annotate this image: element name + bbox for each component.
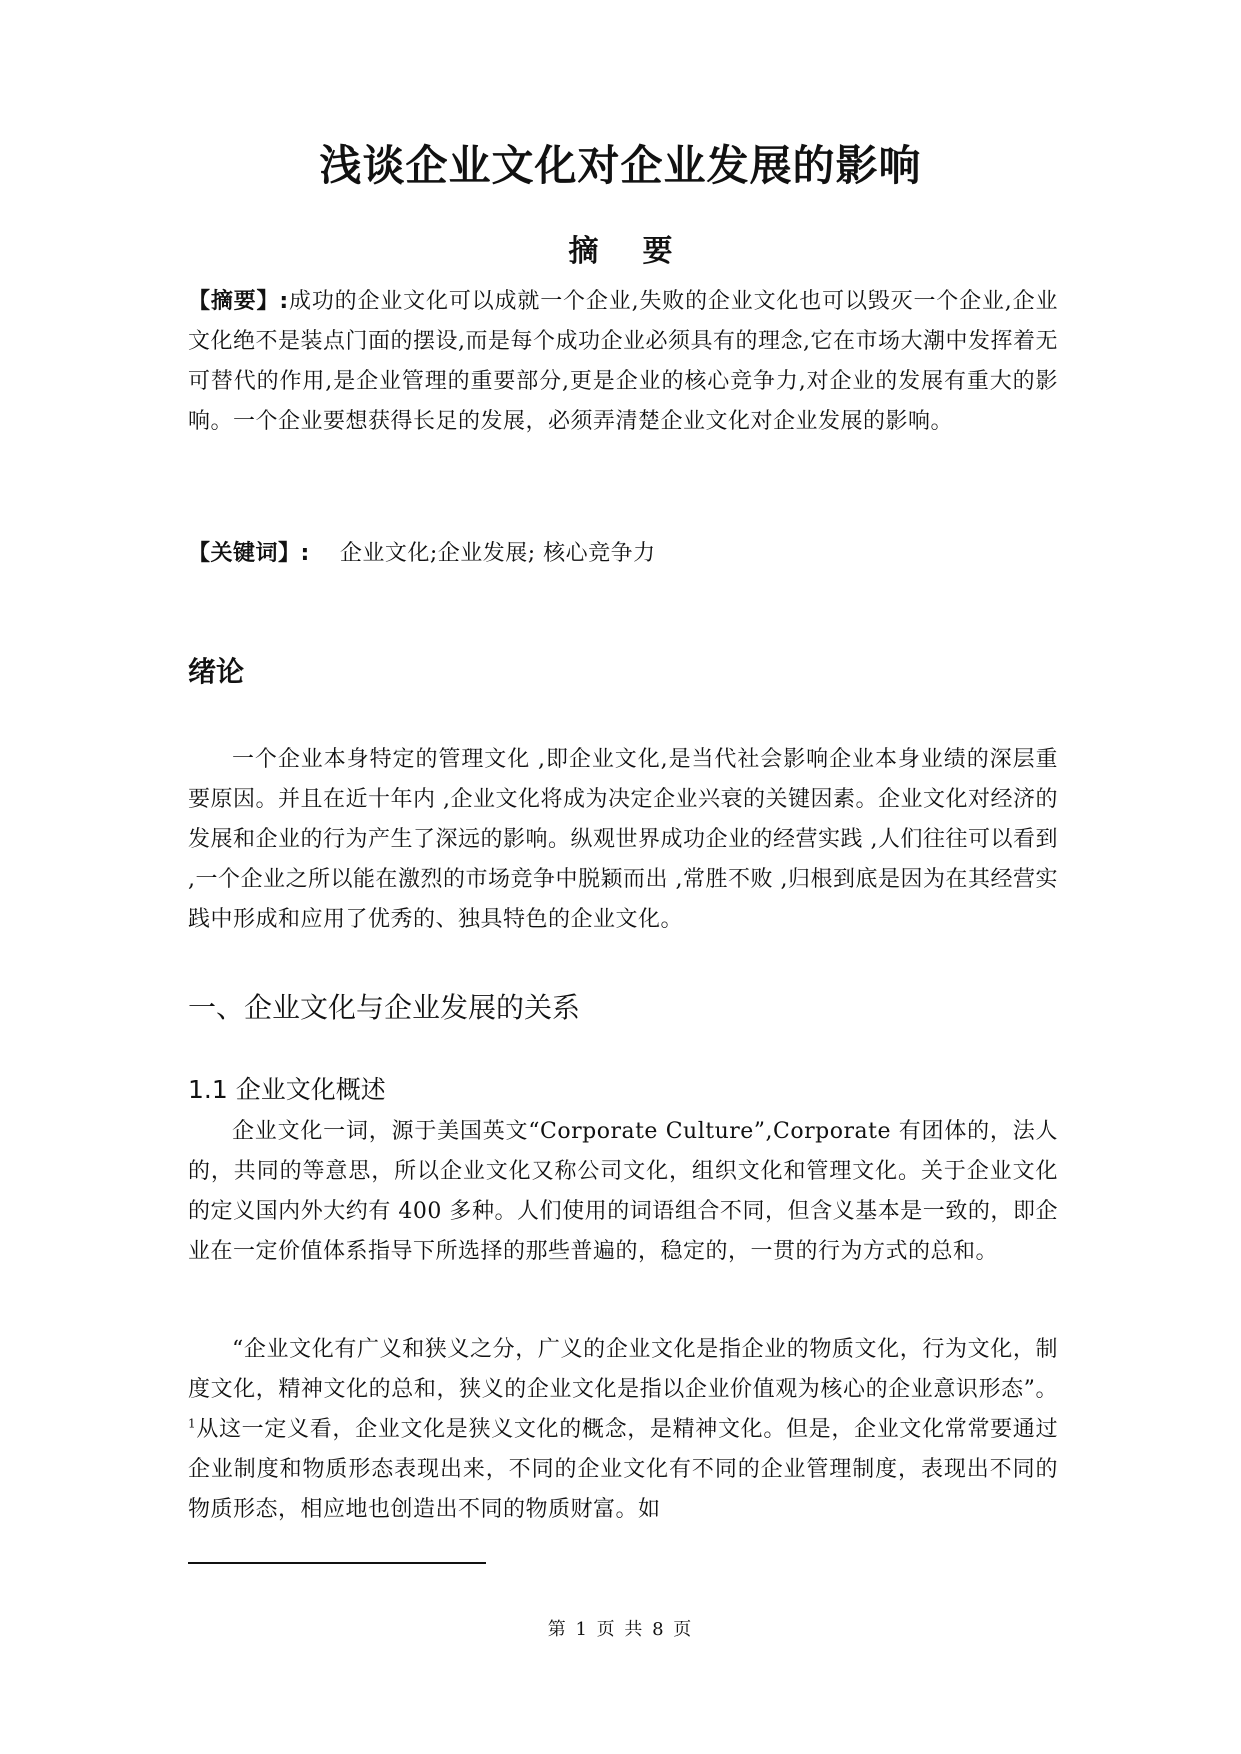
abstract-label: 【摘要】: [188, 289, 289, 314]
page-number-footer: 第 1 页 共 8 页 [547, 1619, 694, 1640]
keywords-line [188, 534, 1058, 574]
intro-heading: 绪论 [188, 655, 245, 688]
abstract-text: 成功的企业文化可以成就一个企业,失败的企业文化也可以毁灭一个企业,企业文化绝不是装点门面的摆设,而是每个成功企业必须具有的理念,它在市场大潮中发挥着无可替代的作用,是企业管理的重要部分,更是企业的核心竞争力,对企业的发展有重大的影响。一个企业要想获得长足的发展，必须弄清楚企业文化对企业发展的影响。 [188, 289, 1058, 434]
abstract-paragraph [188, 282, 1058, 442]
abstract-heading [0, 232, 1241, 272]
intro-paragraph: 一个企业本身特定的管理文化 ,即企业文化,是当代社会影响企业本身业绩的深层重要原因。并且在近十年内 ,企业文化将成为决定企业兴衰的关键因素。企业文化对经济的发展和企业的行为产生了深远的影响。纵观世界成功企业的经营实践 ,人们往往可以看到 ,一个企业之所以能在激烈的市场竞争中脱颖而出 ,常胜不败 ,归根到底是因为在其经营实践中形成和应用了优秀的、独具特色的企业文化。 [188, 747, 1058, 932]
paragraph-2-quote: “企业文化有广义和狭义之分，广义的企业文化是指企业的物质文化，行为文化，制度文化，精神文化的总和，狭义的企业文化是指以企业价值观为核心的企业意识形态”。 [188, 1337, 1058, 1402]
abstract-heading-char-1: 摘 [568, 234, 599, 269]
abstract-heading-char-2: 要 [642, 234, 673, 269]
keywords-text: 企业文化;企业发展; 核心竞争力 [339, 541, 656, 566]
keywords-label: 【关键词】: [188, 541, 310, 566]
chapter-1-heading: 一、企业文化与企业发展的关系 [188, 991, 581, 1024]
paragraph-2-continuation: 从这一定义看，企业文化是狭义文化的概念，是精神文化。但是，企业文化常常要通过企业制度和物质形态表现出来，不同的企业文化有不同的企业管理制度，表现出不同的物质形态，相应地也创造出不同的物质财富。如 [188, 1417, 1058, 1522]
section-1-1-paragraph-1: 企业文化一词，源于美国英文“Corporate Culture”,Corporate 有团体的，法人的，共同的等意思，所以企业文化又称公司文化，组织文化和管理文化。关于企业文化的定义国内外大约有 400 多种。人们使用的词语组合不同，但含义基本是一致的，即企业在一定价值体系指导下所选择的那些普遍的，稳定的，一贯的行为方式的总和。 [188, 1119, 1058, 1264]
footnote-marker[interactable]: 1 [188, 1416, 197, 1431]
footnote-separator [188, 1562, 486, 1564]
document-title: 浅谈企业文化对企业发展的影响 [319, 141, 922, 190]
section-1-1-heading: 1.1 企业文化概述 [188, 1075, 386, 1104]
section-1-1-paragraph-2 [188, 1330, 1058, 1530]
